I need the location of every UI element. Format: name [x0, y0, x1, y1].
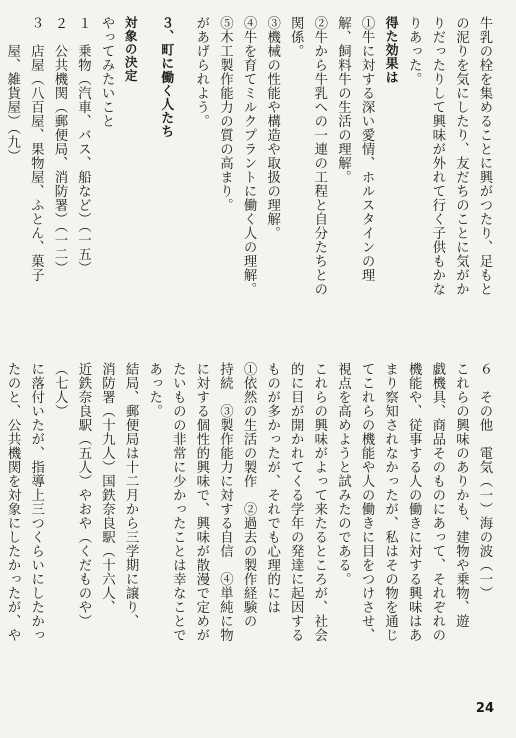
- text-line: があげられよう。: [193, 16, 209, 128]
- text-line: これらの興味のありかも、建物や乗物、遊: [453, 362, 469, 628]
- text-line: ④牛を育てミルクプラントに働く人の理解。: [241, 16, 257, 296]
- text-line: の泥りを気にしたり、友だちのことに気がか: [453, 16, 469, 296]
- text-line: 牛乳の栓を集めることに興がつたり、足もと: [477, 16, 492, 296]
- text-line: 的に目が開かれてくる学年の発達に起因する: [288, 362, 304, 642]
- page-number: 24: [475, 701, 494, 716]
- column-gap: [142, 16, 154, 336]
- text-line: ３ 店屋（八百屋、果物屋、ふとん、菓子: [28, 16, 44, 282]
- text-line: あった。: [146, 362, 162, 418]
- text-line: ②牛から牛乳への一連の工程と自分たちとの: [311, 16, 327, 296]
- text-line: 近鉄奈良駅（五人）やおや（くだものや）: [75, 362, 91, 628]
- text-line: （七人）: [52, 362, 68, 418]
- text-line: まり察知されなかったが、私はその物を通じ: [382, 362, 398, 642]
- text-line: に対する個性的興味で、興味が散漫で定めが: [193, 362, 209, 642]
- subsection-heading: 対象の決定: [122, 16, 138, 82]
- text-line: 結局、郵便局は十二月から三学期に譲り、: [123, 362, 139, 628]
- text-line: 解、飼料牛の生活の理解。: [335, 16, 351, 184]
- text-line: やってみたいこと: [99, 16, 115, 128]
- text-line: ⑤木工製作能力の質の高まり。: [217, 16, 233, 212]
- text-line: 持続 ③製作能力に対する自信 ④単純に物: [217, 362, 233, 642]
- section-title: ３、町に働く人たち: [158, 16, 174, 139]
- text-line: ①依然の生活の製作 ②過去の製作経験の: [241, 362, 257, 628]
- text-line: これらの興味がよって来たるところが、社会: [311, 362, 327, 642]
- text-line: たのと、公共機関を対象にしたかったが、や: [5, 362, 21, 642]
- upper-text-block: [4, 16, 496, 336]
- text-line: 戯機具、商品そのものにあって、それぞれの: [429, 362, 445, 642]
- text-line: に落付いたが、指導上三つくらいにしたかっ: [28, 362, 44, 642]
- text-line: ものが多かったが、それでも心理的には: [264, 362, 280, 614]
- text-line: ③機械の性能や構造や取扱の理解。: [264, 16, 280, 240]
- text-line: ６ その他 電気（一）海の波（一）: [477, 362, 492, 600]
- text-line: 関係。: [288, 16, 304, 58]
- text-line: 視点を高めようと試みたのである。: [335, 362, 351, 586]
- text-line: てこれらの機能や人の働きに目をつけさせ、: [359, 362, 375, 642]
- text-line: 屋、雑貨屋）（九）: [4, 16, 20, 164]
- text-line: 機能や、従事する人の働きに対する興味はあ: [406, 362, 422, 642]
- text-line: １ 乗物（汽車、バス、船など）（一五）: [75, 16, 91, 276]
- text-line: たいものの非常に少かったことは幸なことで: [170, 362, 186, 642]
- text-line: 消防署（十九人）国鉄奈良駅（十六人、: [99, 362, 115, 614]
- text-line: ①牛に対する深い愛情、ホルスタインの理: [359, 16, 375, 282]
- text-line: ２ 公共機関（郵便局、消防署）（一二）: [51, 16, 67, 276]
- text-line: りだったりして興味が外れて行く子供もかな: [429, 16, 445, 296]
- lower-text-block: [5, 362, 496, 662]
- text-line: りあった。: [406, 16, 422, 86]
- text-label: 得た効果は: [382, 16, 398, 84]
- column-gap: [177, 16, 189, 336]
